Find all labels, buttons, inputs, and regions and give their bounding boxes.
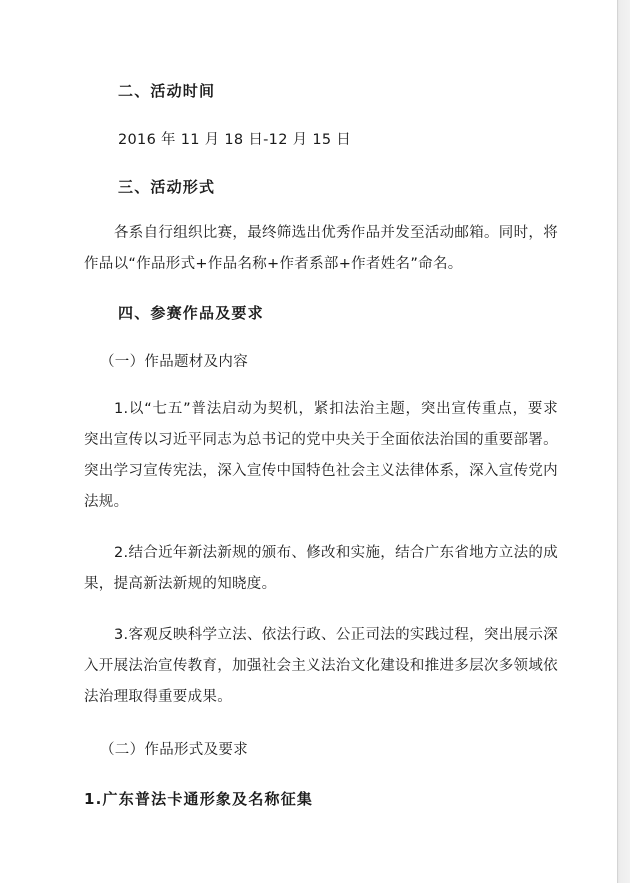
subsection-heading-format: （二）作品形式及要求: [100, 742, 248, 758]
section-heading-form: 三、活动形式: [118, 178, 216, 196]
section-heading-time: 二、活动时间: [118, 82, 216, 100]
requirement-item-1: [84, 394, 558, 518]
page-edge-shadow: [617, 0, 630, 883]
subsection-heading-content: （一）作品题材及内容: [100, 354, 248, 370]
form-paragraph: [84, 218, 558, 280]
item-heading-cartoon: 1.广东普法卡通形象及名称征集: [84, 790, 314, 808]
requirement-item-3-text: 3.客观反映科学立法、依法行政、公正司法的实践过程，突出展示深入开展法治宣传教育，加强社会主义法治文化建设和推进多层次多领域依法治理取得重要成果。: [84, 627, 558, 705]
requirement-item-1-text: 1.以“七五”普法启动为契机，紧扣法治主题，突出宣传重点，要求突出宣传以习近平同志为总书记的党中央关于全面依法治国的重要部署。突出学习宣传宪法，深入宣传中国特色社会主义法律体系，深入宣传党内法规。: [84, 401, 558, 510]
form-paragraph-text: 各系自行组织比赛，最终筛选出优秀作品并发至活动邮箱。同时，将作品以“作品形式+作品名称+作者系部+作者姓名”命名。: [84, 225, 558, 272]
requirement-item-2: [84, 538, 558, 600]
event-date-text: 2016 年 11 月 18 日-12 月 15 日: [118, 132, 352, 148]
section-heading-works: 四、参赛作品及要求: [118, 304, 264, 322]
requirement-item-3: [84, 620, 558, 713]
requirement-item-2-text: 2.结合近年新法新规的颁布、修改和实施，结合广东省地方立法的成果，提高新法新规的知晓度。: [84, 545, 558, 592]
